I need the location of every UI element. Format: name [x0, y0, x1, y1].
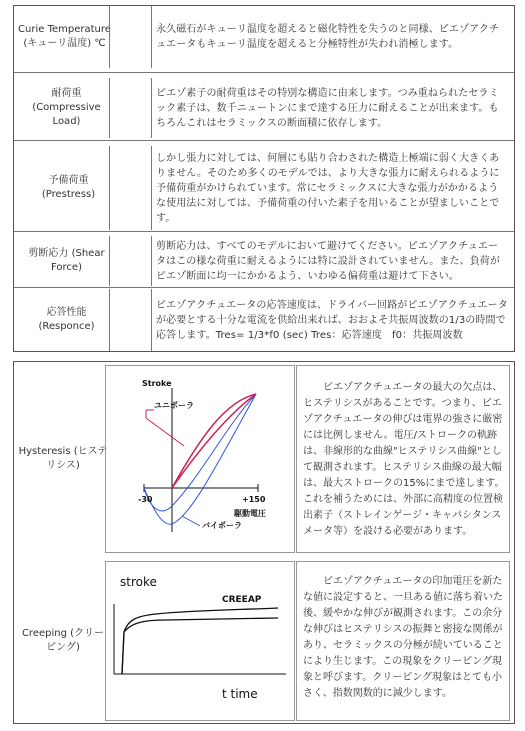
bipolar-curve [144, 394, 256, 524]
row-text: ピエゾアクチュエータの応答速度は、ドライバー回路がピエゾアクチュエータが必要とする十分な電流を供給出来れば、おおよそ共振周波数の1/3の時間で応答します。Tres= 1/3*f0 (sec) Tres：応答速度 f0：共振周波数 [156, 299, 508, 341]
step-curve [122, 618, 278, 674]
creeping-text-cell [296, 561, 510, 721]
row-separator [14, 140, 514, 141]
row-text: 剪断応力は、すべてのモデルにおいて避けてください。ピエゾアクチュエータはこの様な荷重に耐えるようには特に設計されていません。また、負荷がピエゾ断面に均一にかかるよう、いわゆる偏荷重は避けて下さい。 [156, 240, 500, 282]
row-separator [14, 287, 514, 288]
empty-cell [109, 289, 152, 351]
creeping-xlabel: t time [222, 687, 258, 701]
hysteresis-text-cell [296, 365, 510, 553]
row-separator [14, 231, 514, 232]
creep-curve-label: CREEAP [222, 595, 262, 605]
row-text: 永久磁石がキューリ温度を超えると磁化特性を失うのと同様、ピエゾアクチュエータもキューリ温度を超えると分極特性が失われ消極します。 [156, 24, 500, 50]
properties-table [13, 5, 515, 352]
hysteresis-chart-cell [105, 365, 295, 553]
row-label: Hysteresis (ヒステリシス) [18, 446, 108, 471]
table-row-creeping [14, 559, 514, 723]
x-min-label: -30 [138, 495, 153, 504]
table-row-shear-force [14, 236, 514, 286]
row-separator [14, 72, 514, 73]
row-text: しかし張力に対しては、何層にも貼り合わされた構造上極端に弱く大きくありません。そのため多くのモデルでは、より大きな張力に耐えられるように予備荷重がかけられています。常にセラミックスに大きな張力がかかるような使用法に対しては、予備荷重の付いた素子を用いることが望ましいことです。 [156, 152, 500, 224]
row-label: 耐荷重 (Compressive Load) [32, 88, 101, 127]
empty-cell [109, 78, 152, 138]
table-row-hysteresis [14, 362, 514, 556]
row-label: 剪断応力 (Shear Force) [28, 248, 105, 273]
unipolar-label: ユニポーラ [154, 401, 194, 410]
x-max-label: +150 [242, 495, 266, 504]
table-row-response [14, 289, 514, 351]
empty-cell [109, 146, 152, 230]
table-row-compressive-load [14, 78, 514, 138]
row-label: 予備荷重 (Prestress) [41, 175, 96, 200]
table-row-curie [14, 6, 514, 68]
creeping-ylabel: stroke [120, 575, 157, 589]
row-label: Curie Temperature (キューリ温度) ℃ [18, 24, 111, 49]
bipolar-label: バイポーラ [202, 521, 242, 530]
stroke-label: Stroke [142, 379, 172, 388]
creeping-chart-cell [105, 561, 295, 721]
creeping-text: ピエゾアクチュエータの印加電圧を新たな値に設定すると、一旦ある値に落ち着いた後、緩やかな伸びが観測されます。この余分な伸びはヒステリシスの振舞と密接な関係があり、セラミックスの分極が続いていることにより生じます。この現象をクリーピング現象と呼びます。クリーピング現象はとても小さく、指数関数的に減少します。 [303, 576, 503, 699]
hysteresis-text: ピエゾアクチュエータの最大の欠点は、ヒステリシスがあることです。つまり、ピエゾアクチュエータの伸びは電界の強さに厳密には比例しません。電圧/ストロークの軌跡は、非線形的な曲線"ヒステリシス曲線"として観測されます。ヒステリシス曲線の最大幅は、最大ストロークの15%にまで達します。これを補うためには、外部に高精度の位置検出素子（ストレインゲージ・キャパシタンスメータ等）を設ける必要があります。 [303, 382, 505, 537]
creeping-chart [106, 562, 294, 720]
x-axis-title: 駆動電圧 [234, 509, 266, 518]
hysteresis-chart [106, 366, 294, 552]
row-label: Creeping (クリーピング) [21, 628, 105, 653]
empty-cell [109, 236, 152, 286]
row-label: 応答性能 (Responce) [38, 307, 95, 332]
row-text: ピエゾ素子の耐荷重はその特別な構造に由来します。つみ重ねられたセラミック素子は、数千ニュートンにまで達する圧力に耐えることが出来ます。もちろんこれはセラミックスの断面積に依存します。 [156, 87, 499, 129]
table-row-prestress [14, 146, 514, 230]
phenomena-table [13, 361, 515, 724]
empty-cell [109, 6, 152, 68]
